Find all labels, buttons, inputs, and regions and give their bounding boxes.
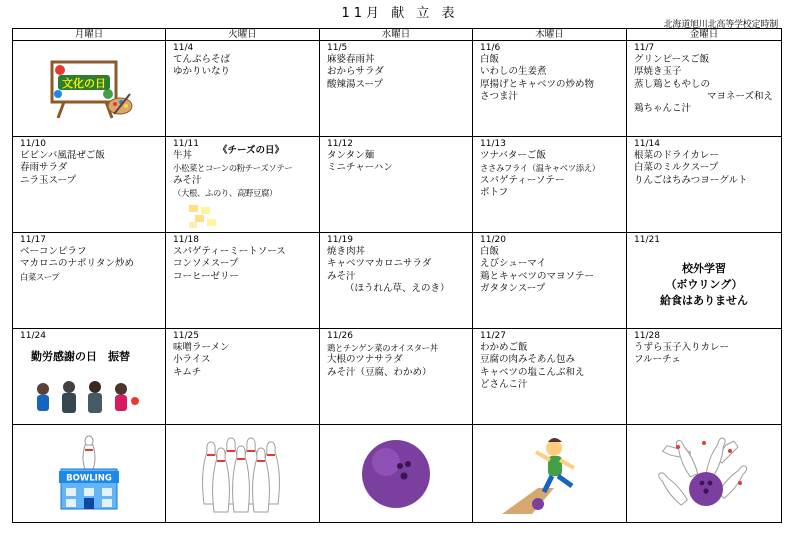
cheese-icon (185, 203, 225, 231)
menu-item: 白菜スープ (20, 271, 60, 282)
weekday-header: 金曜日 (627, 29, 782, 41)
menu-table (12, 28, 782, 523)
menu-item: さつま汁 (480, 90, 519, 102)
menu-date: 11/4 (173, 43, 194, 53)
menu-item: 大根のツナサラダ (327, 354, 403, 366)
weekday-header-row (13, 29, 782, 41)
day-cell (13, 329, 166, 425)
weekday-header: 水曜日 (320, 29, 473, 41)
menu-item: みそ汁 (173, 174, 202, 186)
menu-item: キャベツマカロニサラダ (327, 258, 432, 270)
menu-item: 小ライス (173, 354, 211, 366)
day-cell (13, 233, 166, 329)
weekday-header: 木曜日 (473, 29, 627, 41)
menu-date: 11/19 (327, 235, 353, 245)
day-cell (166, 41, 320, 137)
menu-item: 厚揚げとキャベツの炒め物 (480, 78, 595, 90)
menu-item: どさんこ汁 (480, 378, 528, 390)
illustration-row (13, 425, 782, 523)
day-cell (320, 41, 473, 137)
bowling-sign-label: BOWLING (66, 473, 112, 483)
menu-item: グリンピースご飯 (634, 54, 710, 65)
day-cell (320, 329, 473, 425)
weekday-header: 火曜日 (166, 29, 320, 41)
menu-item: コンソメスープ (173, 258, 239, 270)
day-cell (13, 41, 166, 137)
menu-item: 春雨サラダ (20, 162, 68, 174)
day-cell (166, 233, 320, 329)
notice-line: 校外学習 (682, 262, 726, 275)
day-cell (473, 233, 627, 329)
menu-item: 厚焼き玉子 (634, 66, 682, 78)
day-cell (627, 233, 782, 329)
menu-item: キャベツの塩こんぶ和え (480, 366, 585, 378)
menu-item: 白飯 (480, 54, 500, 65)
week-row (13, 137, 782, 233)
menu-item: いわしの生姜煮 (480, 66, 547, 78)
week-row (13, 233, 782, 329)
menu-item: 鶏ちゃんこ汁 (634, 103, 692, 115)
illustration-cell (627, 425, 782, 523)
menu-date: 11/25 (173, 331, 199, 341)
day-cell (627, 329, 782, 425)
menu-item: 焼き肉丼 (327, 246, 366, 257)
menu-item: ガタタンスープ (480, 282, 546, 294)
bowling-alley-building-icon (55, 435, 123, 513)
day-cell (473, 137, 627, 233)
menu-item: 小松菜とコーンの粉チーズソテー (173, 163, 293, 174)
no-lunch-notice (627, 261, 781, 309)
menu-item: 根菜のドライカレー (634, 150, 719, 161)
menu-item: 蒸し鶏ともやしの (634, 78, 711, 90)
menu-date: 11/27 (480, 331, 506, 341)
culture-day-label: 文化の日 (62, 76, 106, 90)
notice-line: 給食はありません (660, 294, 748, 307)
menu-item: キムチ (173, 366, 202, 378)
menu-item: 白菜のミルクスープ (634, 162, 719, 174)
people-bowing-illustration (31, 381, 143, 415)
menu-date: 11/5 (327, 43, 348, 53)
illustration-cell (166, 425, 320, 523)
menu-item: 豆腐の肉みそあん包み (480, 354, 576, 366)
menu-date: 11/11 (173, 139, 199, 149)
day-cell (473, 329, 627, 425)
menu-item: （ほうれん草、えのき） (345, 282, 450, 294)
menu-date: 11/20 (480, 235, 506, 245)
bowling-ball-icon (356, 434, 436, 514)
week-row (13, 329, 782, 425)
menu-item: りんごはちみつヨーグルト (634, 174, 748, 186)
menu-item: スパゲティーソテー (480, 174, 565, 186)
menu-item: えびシューマイ (480, 258, 547, 270)
menu-item: みそ汁 (327, 270, 356, 282)
day-cell (320, 137, 473, 233)
strike-icon (656, 433, 752, 515)
menu-item: コーヒーゼリー (173, 270, 239, 282)
day-cell (13, 137, 166, 233)
illustration-cell (13, 425, 166, 523)
page-title: 11月 献 立 表 (341, 6, 459, 21)
day-cell (166, 137, 320, 233)
menu-item: スパゲティーミートソース (173, 246, 286, 257)
menu-item: おからサラダ (327, 66, 384, 78)
menu-item: ビビンバ風混ぜご飯 (20, 150, 105, 161)
menu-item: 鶏とキャベツのマヨソテー (480, 270, 595, 282)
menu-item: 白飯 (480, 246, 500, 257)
menu-item: わかめご飯 (480, 342, 528, 353)
menu-item: ささみフライ（温キャベツ添え） (480, 163, 600, 174)
culture-day-illustration (44, 58, 134, 120)
menu-item: マヨネーズ和え (706, 90, 773, 102)
menu-item: 麻婆春雨丼 (327, 54, 375, 65)
menu-date: 11/14 (634, 139, 660, 149)
menu-item: 牛丼 (173, 150, 193, 161)
week-row (13, 41, 782, 137)
day-cell (320, 233, 473, 329)
menu-item: （大根、ふのり、高野豆腐） (173, 187, 277, 198)
menu-date: 11/17 (20, 235, 46, 245)
day-cell (166, 329, 320, 425)
holiday-label: 勤労感謝の日 振替 (31, 350, 130, 363)
menu-date: 11/24 (20, 331, 46, 341)
day-cell (627, 41, 782, 137)
menu-date: 11/12 (327, 139, 353, 149)
menu-date: 11/28 (634, 331, 660, 341)
menu-date: 11/10 (20, 139, 46, 149)
menu-item: みそ汁（豆腐、わかめ） (327, 366, 432, 378)
notice-line: （ボウリング） (665, 278, 743, 291)
menu-date: 11/26 (327, 331, 353, 341)
bowler-throwing-icon (498, 432, 602, 516)
menu-date: 11/21 (634, 235, 660, 245)
bowling-pins-icon (191, 434, 295, 514)
menu-item: 酸辣湯スープ (327, 78, 384, 90)
menu-item: マカロニのナポリタン炒め (20, 258, 135, 270)
day-cell (627, 137, 782, 233)
menu-item: フルーチェ (634, 354, 681, 366)
menu-item: ミニチャーハン (327, 162, 393, 174)
school-name: 北海道旭川北高等学校定時制 (663, 20, 778, 30)
weekday-header: 月曜日 (13, 29, 166, 41)
menu-item: うずら玉子入りカレー (634, 342, 730, 353)
menu-item: てんぷらそば (173, 54, 231, 65)
menu-date: 11/7 (634, 43, 655, 53)
menu-item: タンタン麺 (327, 150, 375, 161)
menu-item: ツナバターご飯 (480, 150, 546, 161)
menu-item: ニラ玉スープ (20, 174, 77, 186)
menu-item: 鶏とチンゲン菜のオイスター丼 (327, 343, 438, 353)
menu-date: 11/13 (480, 139, 506, 149)
day-cell (473, 41, 627, 137)
cheese-day-label: 《チーズの日》 (218, 145, 285, 156)
menu-item: ゆかりいなり (173, 66, 231, 78)
menu-item: ポトフ (480, 186, 509, 198)
menu-date: 11/18 (173, 235, 199, 245)
menu-date: 11/6 (480, 43, 501, 53)
illustration-cell (320, 425, 473, 523)
illustration-cell (473, 425, 627, 523)
menu-item: 味噌ラーメン (173, 342, 230, 353)
menu-item: ベーコンピラフ (20, 246, 87, 257)
